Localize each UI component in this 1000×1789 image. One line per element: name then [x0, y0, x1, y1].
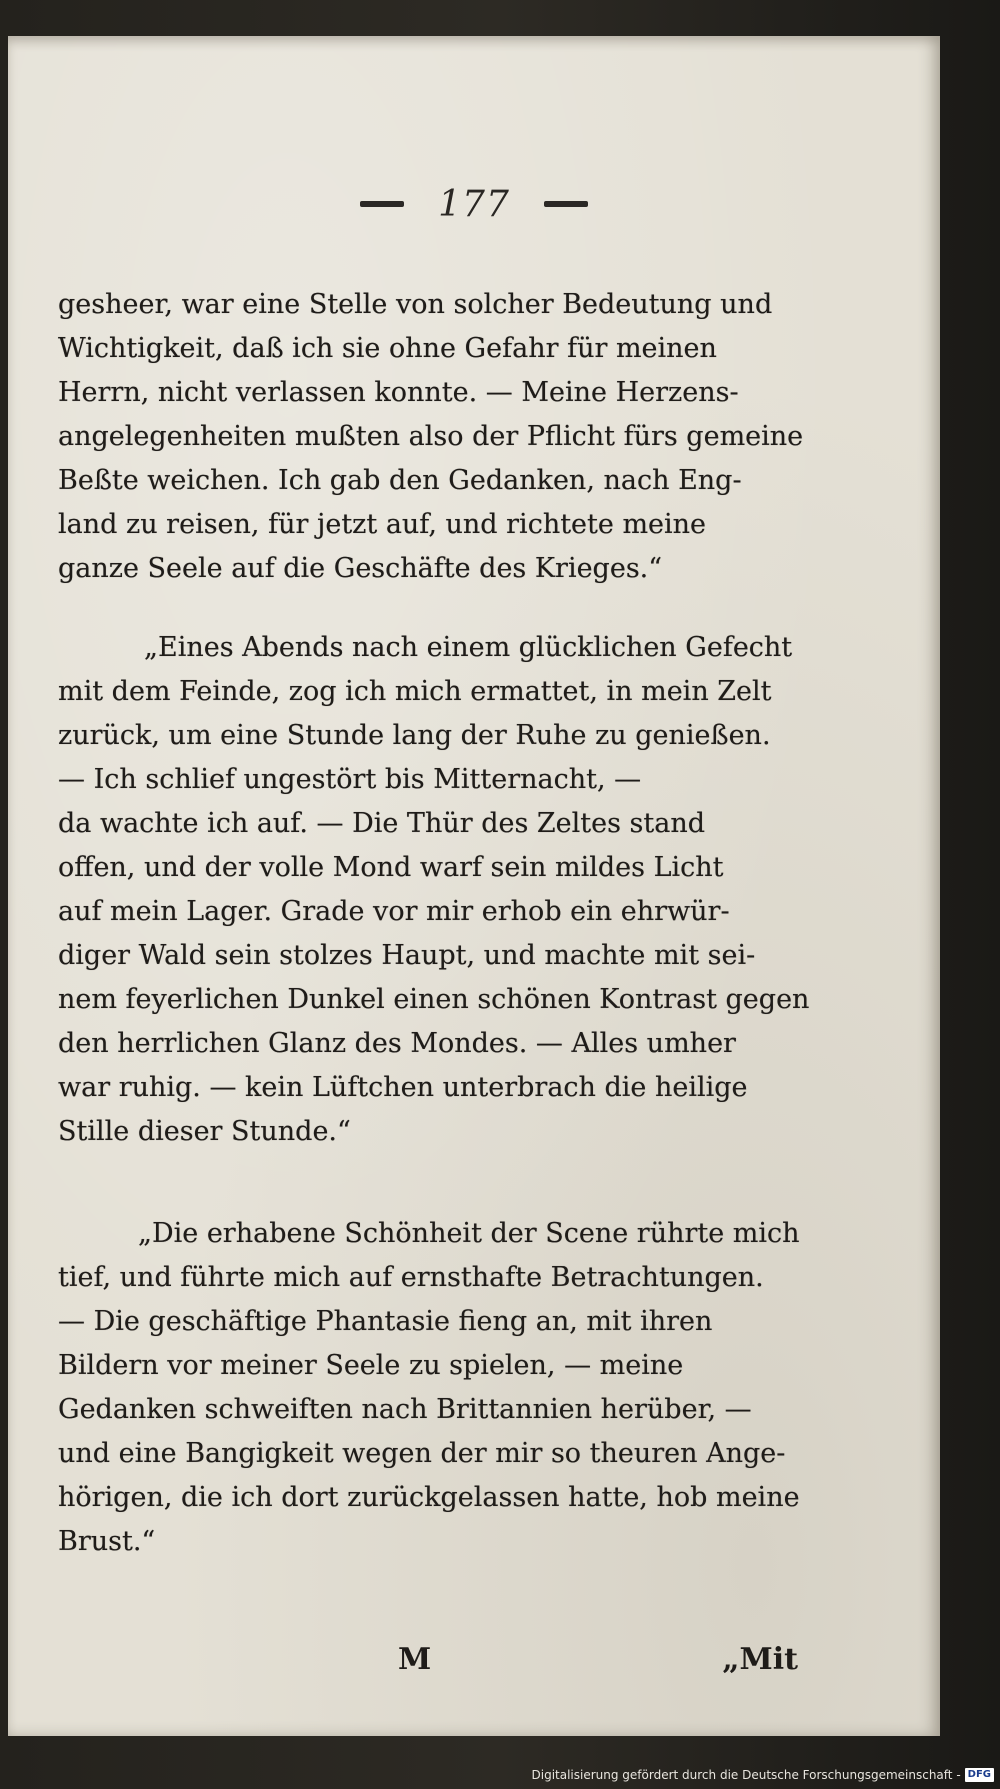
- text-line: den herrlichen Glanz des Mondes. — Alles umher: [58, 1028, 736, 1059]
- text-line: land zu reisen, für jetzt auf, und richtete meine: [58, 509, 707, 540]
- text-line: hörigen, die ich dort zurückgelassen hatte, hob meine: [58, 1482, 800, 1513]
- text-line: — Ich schlief ungestört bis Mitternacht, —: [58, 764, 642, 795]
- text-line: „Die erhabene Schönheit der Scene rührte mich: [138, 1218, 800, 1249]
- catchword: „Mit: [722, 1642, 798, 1677]
- header-dash-left: [360, 201, 404, 207]
- text-line: offen, und der volle Mond warf sein mildes Licht: [58, 852, 724, 883]
- text-line: Herrn, nicht verlassen konnte. — Meine Herzens-: [58, 377, 739, 408]
- text-line: angelegenheiten mußten also der Pflicht fürs gemeine: [58, 421, 804, 452]
- paragraph-spacer: [58, 1154, 806, 1212]
- signature-mark: M: [398, 1642, 432, 1677]
- dfg-logo: DFG: [965, 1768, 994, 1782]
- book-page: [8, 36, 940, 1736]
- text-line: nem feyerlichen Dunkel einen schönen Kontrast gegen: [58, 984, 810, 1015]
- text-line: war ruhig. — kein Lüftchen unterbrach die heilige: [58, 1072, 748, 1103]
- header-dash-right: [544, 201, 588, 207]
- body-text: [58, 283, 810, 1564]
- paragraph-1: [58, 283, 806, 591]
- text-line: ganze Seele auf die Geschäfte des Krieges.“: [58, 553, 663, 584]
- text-line: Wichtigkeit, daß ich sie ohne Gefahr für meinen: [58, 333, 717, 364]
- text-line: diger Wald sein stolzes Haupt, und machte mit sei-: [58, 940, 756, 971]
- text-line: tief, und führte mich auf ernsthafte Betrachtungen.: [58, 1262, 764, 1293]
- paragraph-2: [58, 626, 810, 1154]
- text-line: da wachte ich auf. — Die Thür des Zeltes stand: [58, 808, 706, 839]
- text-line: Beßte weichen. Ich gab den Gedanken, nach Eng-: [58, 465, 742, 496]
- text-line: gesheer, war eine Stelle von solcher Bedeutung und: [58, 289, 773, 320]
- text-line: Bildern vor meiner Seele zu spielen, — meine: [58, 1350, 684, 1381]
- paragraph-3: [58, 1212, 806, 1564]
- page-header: [8, 174, 940, 234]
- text-line: „Eines Abends nach einem glücklichen Gefecht: [144, 632, 793, 663]
- text-line: Stille dieser Stunde.“: [58, 1116, 351, 1147]
- text-line: Brust.“: [58, 1526, 156, 1557]
- paragraph-spacer: [58, 591, 806, 626]
- page-number: 177: [438, 183, 510, 225]
- text-line: zurück, um eine Stunde lang der Ruhe zu genießen.: [58, 720, 771, 751]
- digitization-credit: [532, 1768, 995, 1782]
- credit-text: Digitalisierung gefördert durch die Deutsche Forschungsgemeinschaft -: [531, 1768, 961, 1782]
- text-line: und eine Bangigkeit wegen der mir so theuren Ange-: [58, 1438, 786, 1469]
- text-line: Gedanken schweiften nach Brittannien herüber, —: [58, 1394, 752, 1425]
- text-line: — Die geschäftige Phantasie fieng an, mit ihren: [58, 1306, 713, 1337]
- text-line: mit dem Feinde, zog ich mich ermattet, in mein Zelt: [58, 676, 772, 707]
- text-line: auf mein Lager. Grade vor mir erhob ein ehrwür-: [58, 896, 730, 927]
- page-footer: [398, 1636, 798, 1686]
